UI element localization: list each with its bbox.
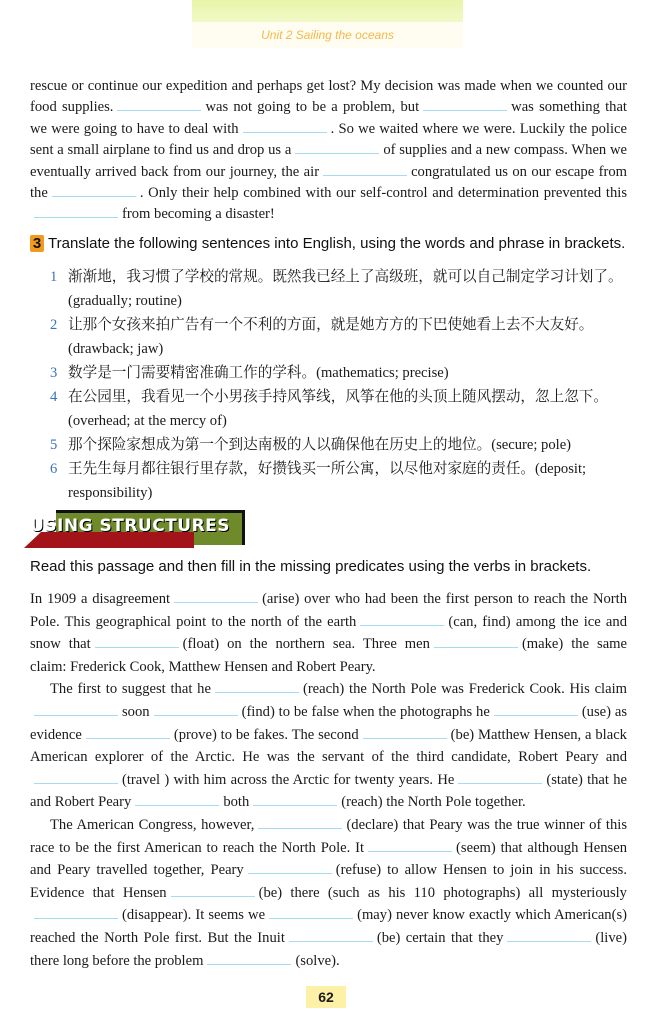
item-text: 那个探险家想成为第一个到达南极的人以确保他在历史上的地位。(secure; pole)	[68, 437, 572, 453]
passage-text: (be) certain that they	[376, 929, 504, 946]
passage-text: The first to suggest that he	[50, 681, 211, 698]
paragraph	[30, 588, 627, 678]
passage-text: soon	[122, 703, 150, 720]
passage-text: (use) as evidence	[30, 703, 627, 743]
structures-instruction: Read this passage and then fill in the missing predicates using the verbs in brackets.	[30, 558, 592, 575]
passage-text: was something that we were going to have to deal with	[30, 99, 627, 137]
passage-text: (solve).	[295, 952, 340, 969]
passage-text: both	[223, 794, 250, 811]
passage-text: (can, find) among the ice and snow that	[30, 613, 627, 653]
section-banner	[24, 510, 242, 548]
passage-text: (be) there (such as his 110 photographs) all mysteriously	[258, 884, 627, 901]
list-item	[50, 433, 628, 457]
instruction-text: Translate the following sentences into English, using the words and phrase in brackets.	[48, 235, 626, 252]
passage-text: (live) there long before the problem	[30, 929, 627, 969]
list-item	[50, 457, 628, 505]
passage-text: (travel ) with him across the Arctic for twenty years. He	[122, 771, 455, 788]
blank-field[interactable]	[34, 906, 118, 919]
blank-field[interactable]	[507, 929, 591, 942]
translation-list	[50, 265, 628, 505]
blank-field[interactable]	[248, 861, 332, 874]
blank-field[interactable]	[360, 613, 444, 626]
item-text: 王先生每月都往银行里存款，好攒钱买一所公寓，以尽他对家庭的责任。(deposit; responsibility)	[68, 461, 587, 501]
paragraph	[30, 814, 627, 972]
passage-reading	[30, 76, 627, 226]
item-number: 6	[50, 461, 58, 477]
passage-text: (reach) the North Pole was Frederick Cook. His claim	[302, 681, 627, 698]
passage-text: (arise) over who had been the first person to reach the North Pole. This geographical point to the north of the earth	[30, 591, 627, 630]
blank-field[interactable]	[135, 793, 219, 806]
item-text: 数学是一门需要精密准确工作的学科。(mathematics; precise)	[68, 365, 449, 381]
blank-field[interactable]	[52, 184, 136, 197]
blank-field[interactable]	[258, 816, 342, 829]
passage-text: . So we waited where we were. Luckily the police sent a small airplane to find us and drop us a	[30, 120, 628, 159]
paragraph	[30, 678, 627, 814]
blank-field[interactable]	[117, 98, 201, 111]
passage-text: (disappear). It seems we	[122, 907, 266, 924]
blank-field[interactable]	[207, 952, 291, 965]
blank-field[interactable]	[34, 771, 118, 784]
blank-field[interactable]	[368, 839, 452, 852]
banner-title: USING STRUCTURES	[30, 516, 231, 536]
passage-text: (seem) that although Hensen and Peary travelled together, Peary	[30, 839, 627, 879]
passage-text: In 1909 a disagreement	[30, 591, 171, 607]
blank-field[interactable]	[269, 906, 353, 919]
passage-text: . Only their help combined with our self-control and determination prevented this	[139, 185, 627, 202]
passage-text: (state) that he and Robert Peary	[30, 771, 627, 811]
blank-field[interactable]	[253, 793, 337, 806]
blank-field[interactable]	[95, 635, 179, 648]
passage-text: congratulated us on our escape from the	[30, 163, 627, 202]
blank-field[interactable]	[423, 98, 507, 111]
blank-field[interactable]	[34, 703, 118, 716]
passage-text: (reach) the North Pole together.	[341, 794, 526, 811]
passage-text: (be) Matthew Hensen, a black American explorer of the Arctic. He was the servant of the third candidate, Robert Peary and	[30, 726, 627, 766]
blank-field[interactable]	[243, 120, 327, 133]
passage-text: The American Congress, however,	[50, 816, 255, 833]
blank-field[interactable]	[174, 590, 258, 603]
blank-field[interactable]	[34, 205, 118, 218]
list-item	[50, 265, 628, 313]
passage-text: of supplies and a new compass. When we eventually arrived back from our journey, the air	[30, 142, 627, 180]
blank-field[interactable]	[458, 771, 542, 784]
unit-title: Unit 2 Sailing the oceans	[192, 22, 463, 48]
passage-text: (declare) that Peary was the true winner of this race to be the first American to reach the North Pole. It	[30, 816, 628, 856]
list-item	[50, 313, 628, 361]
blank-field[interactable]	[171, 884, 255, 897]
page-number: 62	[306, 986, 346, 1008]
exercise-3-instruction	[30, 235, 625, 252]
item-text: 渐渐地，我习惯了学校的常规。既然我已经上了高级班，就可以自己制定学习计划了。(gradually; routine)	[68, 269, 623, 309]
passage-text: (make) the same claim: Frederick Cook, Matthew Hensen and Robert Peary.	[30, 636, 627, 675]
passage-north-pole	[30, 588, 627, 972]
item-number: 4	[50, 389, 58, 405]
header-decoration	[192, 0, 463, 22]
blank-field[interactable]	[295, 141, 379, 154]
item-text: 让那个女孩来拍广告有一个不利的方面，就是她方方的下巴使她看上去不大友好。(drawback; jaw)	[68, 317, 594, 357]
item-number: 3	[50, 365, 58, 381]
item-text: 在公园里，我看见一个小男孩手持风筝线，风筝在他的头顶上随风摆动，忽上忽下。(overhead; at the mercy of)	[68, 389, 608, 429]
blank-field[interactable]	[363, 726, 447, 739]
item-number: 1	[50, 269, 58, 285]
passage-text: (float) on the northern sea. Three men	[182, 636, 430, 653]
blank-field[interactable]	[86, 726, 170, 739]
passage-text: (prove) to be fakes. The second	[173, 726, 359, 743]
blank-field[interactable]	[154, 703, 238, 716]
exercise-number-badge: 3	[30, 235, 44, 252]
item-number: 2	[50, 317, 58, 333]
passage-text: was not going to be a problem, but	[205, 99, 420, 116]
item-number: 5	[50, 437, 58, 453]
list-item	[50, 385, 628, 433]
passage-text: (refuse) to allow Hensen to join in his success. Evidence that Hensen	[30, 862, 627, 901]
blank-field[interactable]	[323, 163, 407, 176]
blank-field[interactable]	[434, 635, 518, 648]
passage-text: (find) to be false when the photographs he	[241, 703, 490, 720]
blank-field[interactable]	[215, 680, 299, 693]
list-item	[50, 361, 628, 385]
passage-text: (may) never know exactly which American(s) reached the North Pole first. But the Inuit	[30, 907, 628, 946]
blank-field[interactable]	[494, 703, 578, 716]
passage-text: from becoming a disaster!	[122, 206, 275, 223]
blank-field[interactable]	[289, 929, 373, 942]
passage-text: rescue or continue our expedition and perhaps get lost? My decision was made when we counted our food supplies.	[30, 78, 627, 116]
